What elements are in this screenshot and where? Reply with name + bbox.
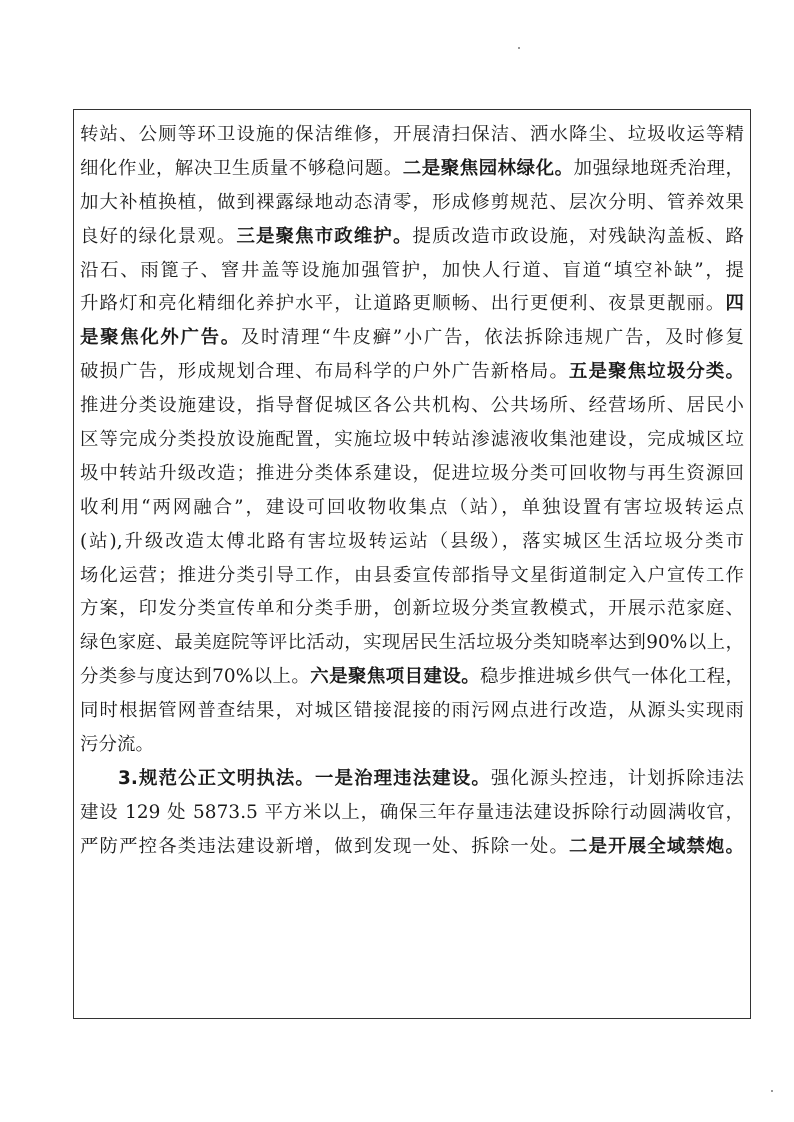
bold-heading-segment: 三是聚焦市政维护。	[236, 225, 413, 247]
text-segment: 同时根据管网普查结果，对城区错接混接的雨污网点进行改造，从源头实现雨	[80, 700, 744, 722]
text-segment: 细化作业，解决卫生质量不够稳问题。	[80, 157, 403, 179]
text-segment: 圾中转站升级改造；推进分类体系建设，促进垃圾分类可回收物与再生资源回	[80, 462, 744, 484]
bold-heading-segment: 六是聚焦项目建设。	[310, 666, 481, 688]
text-line	[80, 694, 744, 728]
text-segment: 强化源头控违，计划拆除违法	[490, 767, 744, 789]
text-line	[80, 626, 744, 660]
bold-heading-segment: 四	[725, 293, 744, 315]
text-segment: 场化运营；推进分类引导工作，由县委宣传部指导文星街道制定入户宣传工作	[80, 564, 744, 586]
bold-heading-segment: 二是聚焦园林绿化。	[402, 157, 574, 179]
bold-heading-segment: 五是聚焦垃圾分类。	[569, 361, 744, 383]
text-segment: 良好的绿化景观。	[80, 225, 237, 247]
text-line	[80, 559, 744, 593]
text-line	[80, 186, 744, 220]
bold-heading-segment: 是聚焦化外广告。	[80, 327, 241, 349]
text-line	[80, 457, 744, 491]
document-body	[80, 118, 744, 864]
text-segment: 提质改造市政设施，对残缺沟盖板、路	[412, 225, 744, 247]
text-segment: 破损广告，形成规划合理、布局科学的户外广告新格局。	[80, 361, 570, 383]
text-line	[80, 321, 744, 355]
text-segment: 方案，印发分类宣传单和分类手册，创新垃圾分类宣教模式，开展示范家庭、	[80, 598, 744, 620]
text-segment: 升路灯和亮化精细化养护水平，让道路更顺畅、出行更便利、夜景更靓丽。	[80, 293, 726, 315]
text-segment: 严防严控各类违法建设新增，做到发现一处、拆除一处。	[80, 835, 570, 857]
text-segment: 污分流。	[80, 734, 154, 756]
text-segment: 转站、公厕等环卫设施的保洁维修，开展清扫保洁、洒水降尘、垃圾收运等精	[80, 124, 744, 145]
text-line	[80, 762, 744, 796]
text-segment: 建设 129 处 5873.5 平方米以上，确保三年存量违法建设拆除行动圆满收官，	[80, 801, 744, 823]
text-segment: 加强绿地斑秃治理，	[573, 157, 744, 179]
text-line	[80, 254, 744, 288]
text-line	[80, 355, 744, 389]
text-line	[80, 287, 744, 321]
bold-heading-segment: 二是开展全域禁炮。	[569, 835, 744, 857]
text-segment: (站),升级改造太傅北路有害垃圾转运站（县级），落实城区生活垃圾分类市	[80, 530, 744, 552]
text-segment: 绿色家庭、最美庭院等评比活动，实现居民生活垃圾分类知晓率达到90%以上，	[80, 632, 744, 654]
text-segment: 稳步推进城乡供气一体化工程，	[480, 666, 744, 688]
text-line	[80, 592, 744, 626]
text-line	[80, 389, 744, 423]
bold-heading-segment: 3.规范公正文明执法。	[118, 767, 315, 789]
text-line	[80, 220, 744, 254]
text-segment: 收利用“两网融合”，建设可回收物收集点（站），单独设置有害垃圾转运点	[80, 496, 744, 518]
scan-speck-side	[771, 1090, 773, 1092]
text-segment: 推进分类设施建设，指导督促城区各公共机构、公共场所、经营场所、居民小	[80, 395, 744, 417]
text-line	[80, 830, 744, 864]
text-segment: 分类参与度达到70%以上。	[80, 666, 311, 688]
text-segment: 及时清理“牛皮癣”小广告，依法拆除违规广告，及时修复	[240, 327, 744, 349]
scan-speck-top	[518, 47, 520, 49]
text-line	[80, 660, 744, 694]
text-segment: 区等完成分类投放设施配置，实施垃圾中转站渗滤液收集池建设，完成城区垃	[80, 429, 744, 451]
text-line	[80, 423, 744, 457]
text-line	[80, 491, 744, 525]
text-line	[80, 728, 744, 762]
text-line	[80, 118, 744, 152]
text-line	[80, 152, 744, 186]
text-line	[80, 796, 744, 830]
text-line	[80, 525, 744, 559]
text-segment: 加大补植换植，做到裸露绿地动态清零，形成修剪规范、层次分明、管养效果	[80, 191, 744, 213]
text-segment: 沿石、雨篦子、窨井盖等设施加强管护，加快人行道、盲道“填空补缺”，提	[80, 259, 744, 281]
bold-heading-segment: 一是治理违法建设。	[314, 767, 491, 789]
